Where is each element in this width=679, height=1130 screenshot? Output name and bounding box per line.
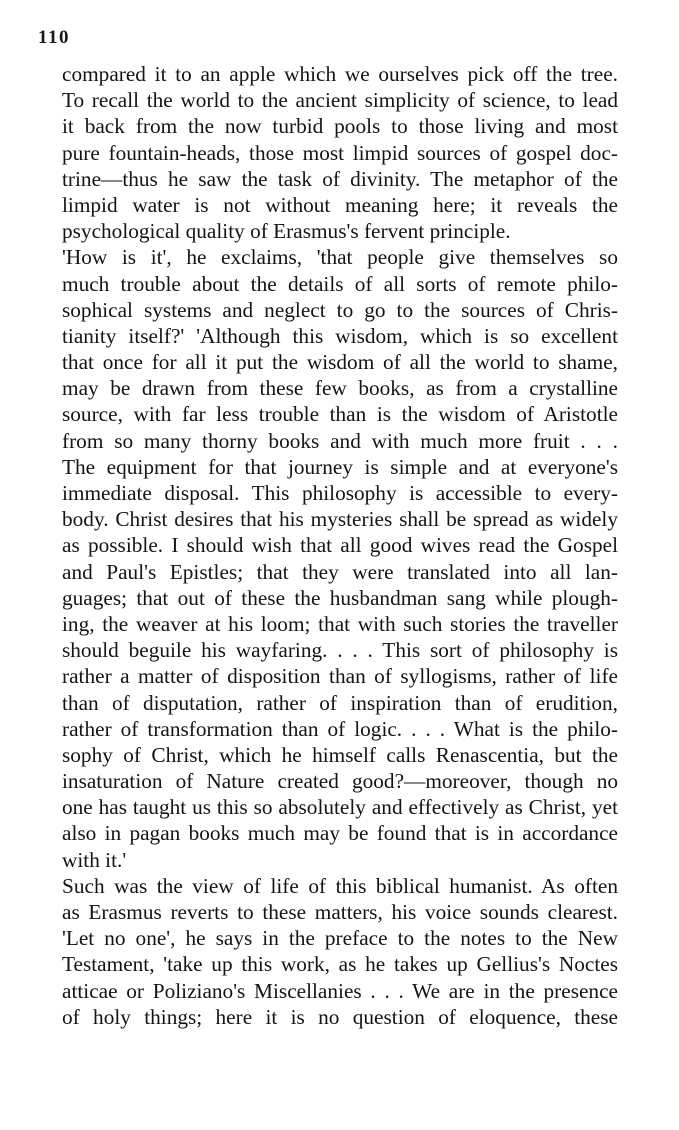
text-line: as possible. I should wish that all good wives read the Gospel	[62, 533, 618, 558]
text-line: also in pagan books much may be found that is in accordance	[62, 821, 618, 846]
text-line: Such was the view of life of this biblical humanist. As often	[62, 873, 618, 898]
text-line: The equipment for that journey is simple and at everyone's	[62, 454, 618, 479]
text-line: 'Let no one', he says in the preface to the notes to the New	[62, 926, 618, 951]
text-line: may be drawn from these few books, as from a crystalline	[62, 376, 618, 401]
page-number: 110	[38, 27, 70, 48]
text-line: To recall the world to the ancient simplicity of science, to lead	[62, 88, 618, 113]
text-line: sophy of Christ, which he himself calls Renascentia, but the	[62, 742, 618, 767]
text-line: guages; that out of these the husbandman sang while plough-	[62, 585, 618, 610]
text-line: limpid water is not without meaning here; it reveals the	[62, 192, 618, 217]
text-line: 'How is it', he exclaims, 'that people give themselves so	[62, 245, 618, 270]
text-line: as Erasmus reverts to these matters, his voice sounds clearest.	[62, 900, 618, 924]
text-line: immediate disposal. This philosophy is accessible to every-	[62, 481, 618, 505]
text-line: that once for all it put the wisdom of all the world to shame,	[62, 350, 618, 375]
text-line: atticae or Poliziano's Miscellanies . . . We are in the presence	[62, 978, 618, 1003]
text-line: it back from the now turbid pools to those living and most	[62, 114, 618, 139]
text-line: insaturation of Nature created good?—moreover, though no	[62, 769, 618, 794]
text-line: ing, the weaver at his loom; that with such stories the traveller	[62, 611, 618, 636]
text-line: compared it to an apple which we ourselves pick off the tree.	[62, 62, 618, 86]
text-line: psychological quality of Erasmus's fervent principle.	[62, 219, 511, 244]
text-line: than of disputation, rather of inspiration than of erudition,	[62, 690, 618, 715]
text-line: much trouble about the details of all sorts of remote philo-	[62, 271, 618, 296]
text-line: sophical systems and neglect to go to the sources of Chris-	[62, 297, 618, 322]
text-line: rather of transformation than of logic. . . . What is the philo-	[62, 716, 618, 741]
text-line: pure fountain-heads, those most limpid sources of gospel doc-	[62, 140, 618, 165]
body-text	[62, 61, 618, 1030]
text-line: rather a matter of disposition than of syllogisms, rather of life	[62, 664, 618, 689]
text-line: body. Christ desires that his mysteries shall be spread as widely	[62, 507, 618, 532]
text-line: trine—thus he saw the task of divinity. The metaphor of the	[62, 166, 618, 191]
text-line: of holy things; here it is no question of eloquence, these	[62, 1004, 618, 1029]
text-line: from so many thorny books and with much more fruit . . .	[62, 428, 618, 453]
text-line: Testament, 'take up this work, as he takes up Gellius's Noctes	[62, 952, 618, 977]
text-line: one has taught us this so absolutely and effectively as Christ, yet	[62, 795, 618, 820]
text-line: and Paul's Epistles; that they were translated into all lan-	[62, 559, 618, 584]
text-line: should beguile his wayfaring. . . . This sort of philosophy is	[62, 638, 618, 663]
text-line: source, with far less trouble than is the wisdom of Aristotle	[62, 402, 618, 427]
text-line: with it.'	[62, 847, 127, 872]
text-line: tianity itself?' 'Although this wisdom, which is so excellent	[62, 323, 618, 348]
